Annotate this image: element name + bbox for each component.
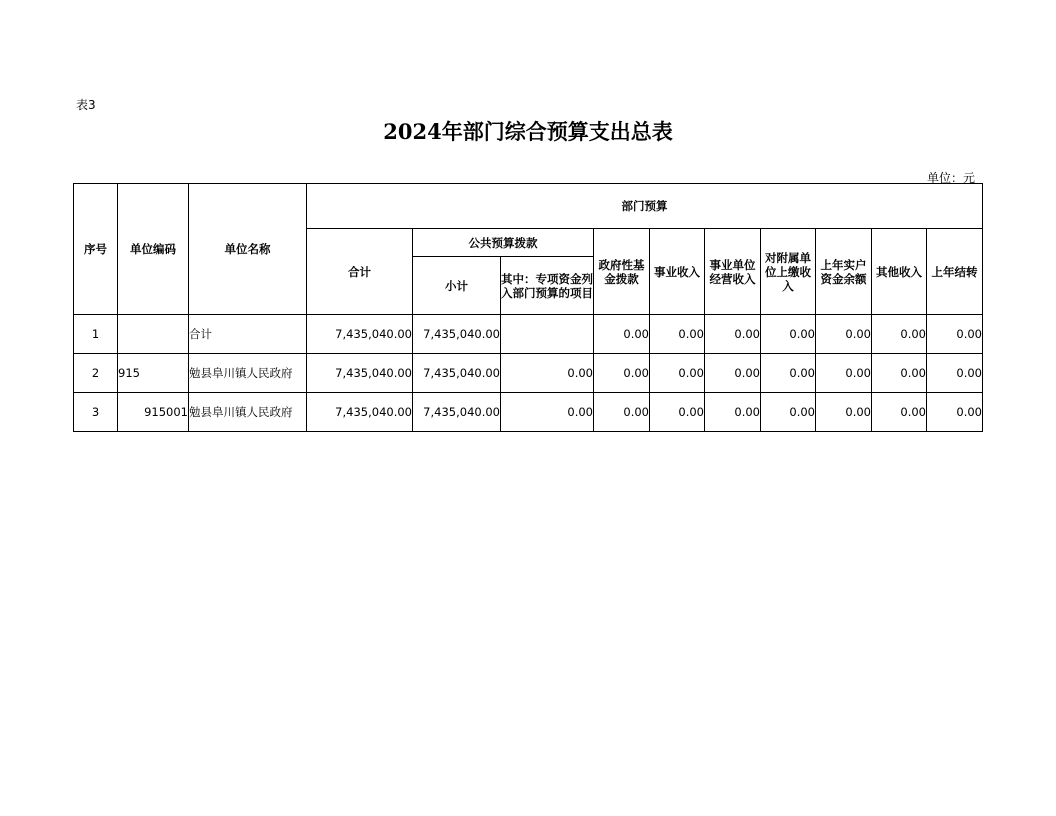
cell-total: 7,435,040.00	[307, 315, 413, 354]
cell-other-income: 0.00	[872, 354, 927, 393]
header-special: 其中：专项资金列入部门预算的项目	[501, 257, 594, 315]
cell-last-year-balance: 0.00	[816, 354, 872, 393]
header-dept-budget: 部门预算	[307, 184, 983, 229]
header-operating-income: 事业单位经营收入	[705, 229, 761, 315]
page-title: 2024年部门综合预算支出总表	[383, 119, 673, 144]
table-number: 表3	[76, 98, 96, 112]
cell-special	[501, 315, 594, 354]
header-subtotal: 小计	[413, 257, 501, 315]
cell-carryover: 0.00	[927, 354, 983, 393]
table-row	[74, 315, 983, 354]
cell-operating-income: 0.00	[705, 354, 761, 393]
header-subordinate: 对附属单位上缴收入	[761, 229, 816, 315]
header-code: 单位编码	[118, 184, 189, 315]
cell-total: 7,435,040.00	[307, 354, 413, 393]
table-row	[74, 393, 983, 432]
cell-gov-fund: 0.00	[594, 354, 650, 393]
cell-code	[118, 315, 189, 354]
table-row	[74, 354, 983, 393]
cell-name: 勉县阜川镇人民政府	[189, 393, 307, 432]
cell-name: 合计	[189, 315, 307, 354]
header-total: 合计	[307, 229, 413, 315]
cell-seq: 3	[74, 393, 118, 432]
header-seq: 序号	[74, 184, 118, 315]
cell-name: 勉县阜川镇人民政府	[189, 354, 307, 393]
cell-operating-income: 0.00	[705, 393, 761, 432]
cell-business-income: 0.00	[650, 315, 705, 354]
cell-code: 915001	[118, 393, 189, 432]
header-other-income: 其他收入	[872, 229, 927, 315]
cell-seq: 2	[74, 354, 118, 393]
header-carryover: 上年结转	[927, 229, 983, 315]
cell-special: 0.00	[501, 393, 594, 432]
cell-subordinate: 0.00	[761, 393, 816, 432]
cell-subordinate: 0.00	[761, 354, 816, 393]
cell-special: 0.00	[501, 354, 594, 393]
header-name: 单位名称	[189, 184, 307, 315]
cell-gov-fund: 0.00	[594, 315, 650, 354]
cell-other-income: 0.00	[872, 393, 927, 432]
budget-table	[73, 183, 983, 432]
header-last-year-balance: 上年实户资金余额	[816, 229, 872, 315]
cell-last-year-balance: 0.00	[816, 315, 872, 354]
cell-business-income: 0.00	[650, 354, 705, 393]
cell-gov-fund: 0.00	[594, 393, 650, 432]
cell-business-income: 0.00	[650, 393, 705, 432]
cell-carryover: 0.00	[927, 393, 983, 432]
cell-total: 7,435,040.00	[307, 393, 413, 432]
cell-seq: 1	[74, 315, 118, 354]
header-gov-fund: 政府性基金拨款	[594, 229, 650, 315]
cell-subtotal: 7,435,040.00	[413, 354, 501, 393]
cell-other-income: 0.00	[872, 315, 927, 354]
cell-subordinate: 0.00	[761, 315, 816, 354]
cell-carryover: 0.00	[927, 315, 983, 354]
cell-subtotal: 7,435,040.00	[413, 315, 501, 354]
cell-subtotal: 7,435,040.00	[413, 393, 501, 432]
header-business-income: 事业收入	[650, 229, 705, 315]
cell-operating-income: 0.00	[705, 315, 761, 354]
cell-last-year-balance: 0.00	[816, 393, 872, 432]
unit-label: 单位：元	[926, 171, 975, 185]
cell-code: 915	[118, 354, 189, 393]
header-public-alloc: 公共预算拨款	[413, 229, 594, 257]
